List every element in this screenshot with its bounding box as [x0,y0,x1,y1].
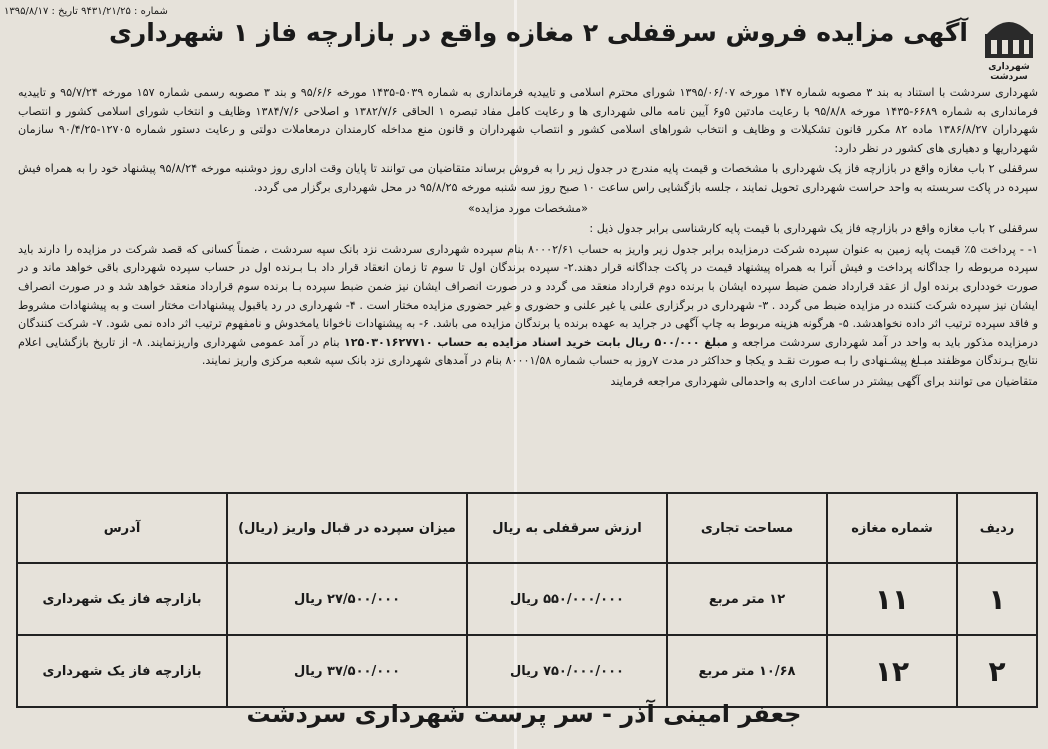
header-deposit: میزان سپرده در قبال واریز (ریال) [227,493,467,563]
conditions-text: ۱- - پرداخت ۵٪ قیمت پایه زمین به عنوان سپرده شرکت درمزایده برابر جدول زیر واریز به حساب ۸۰۰۰۲/۶۱ بنام سپرده شهرداری سردشت نزد بانک سپه سردشت ، ضمناً کسانی که قصد شرکت در مزایده را دارند باید سپرده مربوطه را جداگانه پرداخت و فیش آنرا به همراه پیشنهاد قیمت در پاکت جداگانه قرار دهند.۲- سپرده برندگان اول تا سوم تا زمان انعقاد قرار داد بـا بـرنده اول در حساب سپرده شهرداری باقی خواهد ماند و در صورت خودداری برنده اول از عقد قرارداد ضمن ضبط سپرده ایشان با برنده دوم قرارداد منعقد می گردد و در صورت انصراف ایشان نیز ضمن ضبط سپرده بـا برنده سوم قرارداد منعقد خواهد شد و در صورت انصراف ایشان نیز سپرده شرکت کننده در مزایده ضبط می گردد . ۳- شهرداری در برگزاری علنی یا غیر علنی و حضوری و غیر حضوری مزایده مختار است . ۴- شهرداری در رد یاقبول پیشنهادات مختار است و به پیشنهادات مشروط و فاقد سپرده ترتیب اثر داده نخواهدشد. ۵- هرگونه هزینه مربوط به چاپ آگهی در جراید به عهده برنده یا برندگان مزایده می باشد. ۶- به پیشنهادات ناخوانا یامخدوش و نامفهوم ترتیب اثر داده نمی شود. ۷- شرکت کنندگان درمزایده مذکور باید به واحد در آمد شهرداری سردشت مراجعه و [18,242,1038,349]
address-cell: بازارچه فاز یک شهرداری [17,563,227,635]
header-area: مساحت تجاری [667,493,827,563]
deposit-cell: ۳۷/۵۰۰/۰۰۰ ریال [227,635,467,707]
ad-title: آگهی مزایده فروش سرقفلی ۲ مغازه واقع در بازارچه فاز ۱ شهرداری [108,18,968,47]
shop-number: ۱۲ [827,635,957,707]
conditions-fee: مبلغ ۵۰۰/۰۰۰ ریال بابت خرید اسناد مزایده به حساب ۱۲۵۰۳۰۱۶۲۷۷۱۰ [343,335,728,349]
area-cell: ۱۲ متر مربع [667,563,827,635]
municipality-logo [978,14,1040,80]
area-cell: ۱۰/۶۸ متر مربع [667,635,827,707]
ad-body [18,84,1038,394]
conditions-tail: بنام در آمد عمومی شهرداری واریزنمایند. ۸- از تاریخ بازگشایی اعلام نتایج بـرندگان موظفند مبـلغ پیشـنهادی را بـه صورت نقـد و یکجا و حداکثر در مدت ۷روز به حساب شماره ۸۰۰۰۱/۵۸ بنام در آمدهای شهرداری نزد بانک سپه شعبه مرکزی واریز نمایند. [18,335,1038,368]
row-number: ۲ [957,635,1037,707]
header-row-number: ردیف [957,493,1037,563]
logo-caption: شهرداری سردشت [988,62,1030,82]
building-icon [983,14,1035,60]
header-shop-number: شماره مغازه [827,493,957,563]
conditions-paragraph [18,241,1038,371]
base-price-paragraph: سرقفلی ۲ باب مغازه واقع در بازارچه فاز یک شهرداری با قیمت پایه کارشناسی برابر جدول ذیل : [589,222,1038,236]
offer-paragraph: سرقفلی ۲ باب مغازه واقع در بازارچه فاز یک شهرداری با مشخصات و قیمت پایه مندرج در جدول زیر را به فروش برساند متقاضیان می توانند تا پایان وقت اداری روز دوشنبه مورخه ۹۵/۸/۲۴ پیشنهاد خود را به همراه فیش سپرده در پاکت سربسته به واحد حراست شهرداری تحویل نمایند ، جلسه بازگشایی راس ساعت ۱۰ صبح روز سه شنبه مورخه ۹۵/۸/۲۵ در محل شهرداری برگزار می گردد. [18,162,1038,194]
row-number: ۱ [957,563,1037,635]
address-cell: بازارچه فاز یک شهرداری [17,635,227,707]
value-cell: ۵۵۰/۰۰۰/۰۰۰ ریال [467,563,667,635]
table-row [17,635,1037,707]
intro-paragraph: شهرداری سردشت با استناد به بند ۳ مصوبه شماره ۱۴۷ مورخه ۱۳۹۵/۰۶/۰۷ شورای محترم اسلامی و تاییدیه فرمانداری به شماره ۵۰۳۹-۱۴۳۵ مورخه ۹۵/۶/۶ و بند ۳ مصوبه رسمی شماره ۱۵۷ مورخه ۹۵/۷/۲۴ و تاییدیه فرمانداری به شماره ۶۶۸۹-۱۴۳۵ مورخه ۹۵/۸/۸ با رعایت مادتین ۵و۶ آیین نامه مالی شهرداری ها و رعایت کامل مفاد تبصره ۱ الحاقی ۱۳۸۲/۷/۶ و اصلاحی ۱۳۸۴/۷/۶ وظایف و انتخاب شورای اسلامی کشور و انتصاب شهرداران ۱۳۸۶/۸/۲۷ ماده ۸۲ مکرر قانون تشکیلات و وظایف و انتخاب شوراهای اسلامی کشور و انتصاب شهرداران و قانون منع مداخله کارمندان درمعاملات دولتی و رعایت دستور شماره ۱۲۷۰۵-۹۰/۴/۲۵ سازمان شهرداریها و دهیاری های کشور در نظر دارد: [18,86,1038,155]
header-value: ارزش سرقفلی به ریال [467,493,667,563]
signature-line: جعفر امینی آذر - سر پرست شهرداری سردشت [246,700,802,728]
value-cell: ۷۵۰/۰۰۰/۰۰۰ ریال [467,635,667,707]
lots-table [16,492,1038,708]
shop-number: ۱۱ [827,563,957,635]
number-date-line: شماره : ۹۴۳۱/۲۱/۲۵ تاریخ : ۱۳۹۵/۸/۱۷ [4,6,168,17]
table-header-row [17,493,1037,563]
header-address: آدرس [17,493,227,563]
contact-paragraph: متقاضیان می توانند برای آگهی بیشتر در ساعت اداری به واحدمالی شهرداری مراجعه فرمایند [610,374,1038,388]
specs-heading: «مشخصات مورد مزایده» [468,201,588,215]
deposit-cell: ۲۷/۵۰۰/۰۰۰ ریال [227,563,467,635]
table-row [17,563,1037,635]
